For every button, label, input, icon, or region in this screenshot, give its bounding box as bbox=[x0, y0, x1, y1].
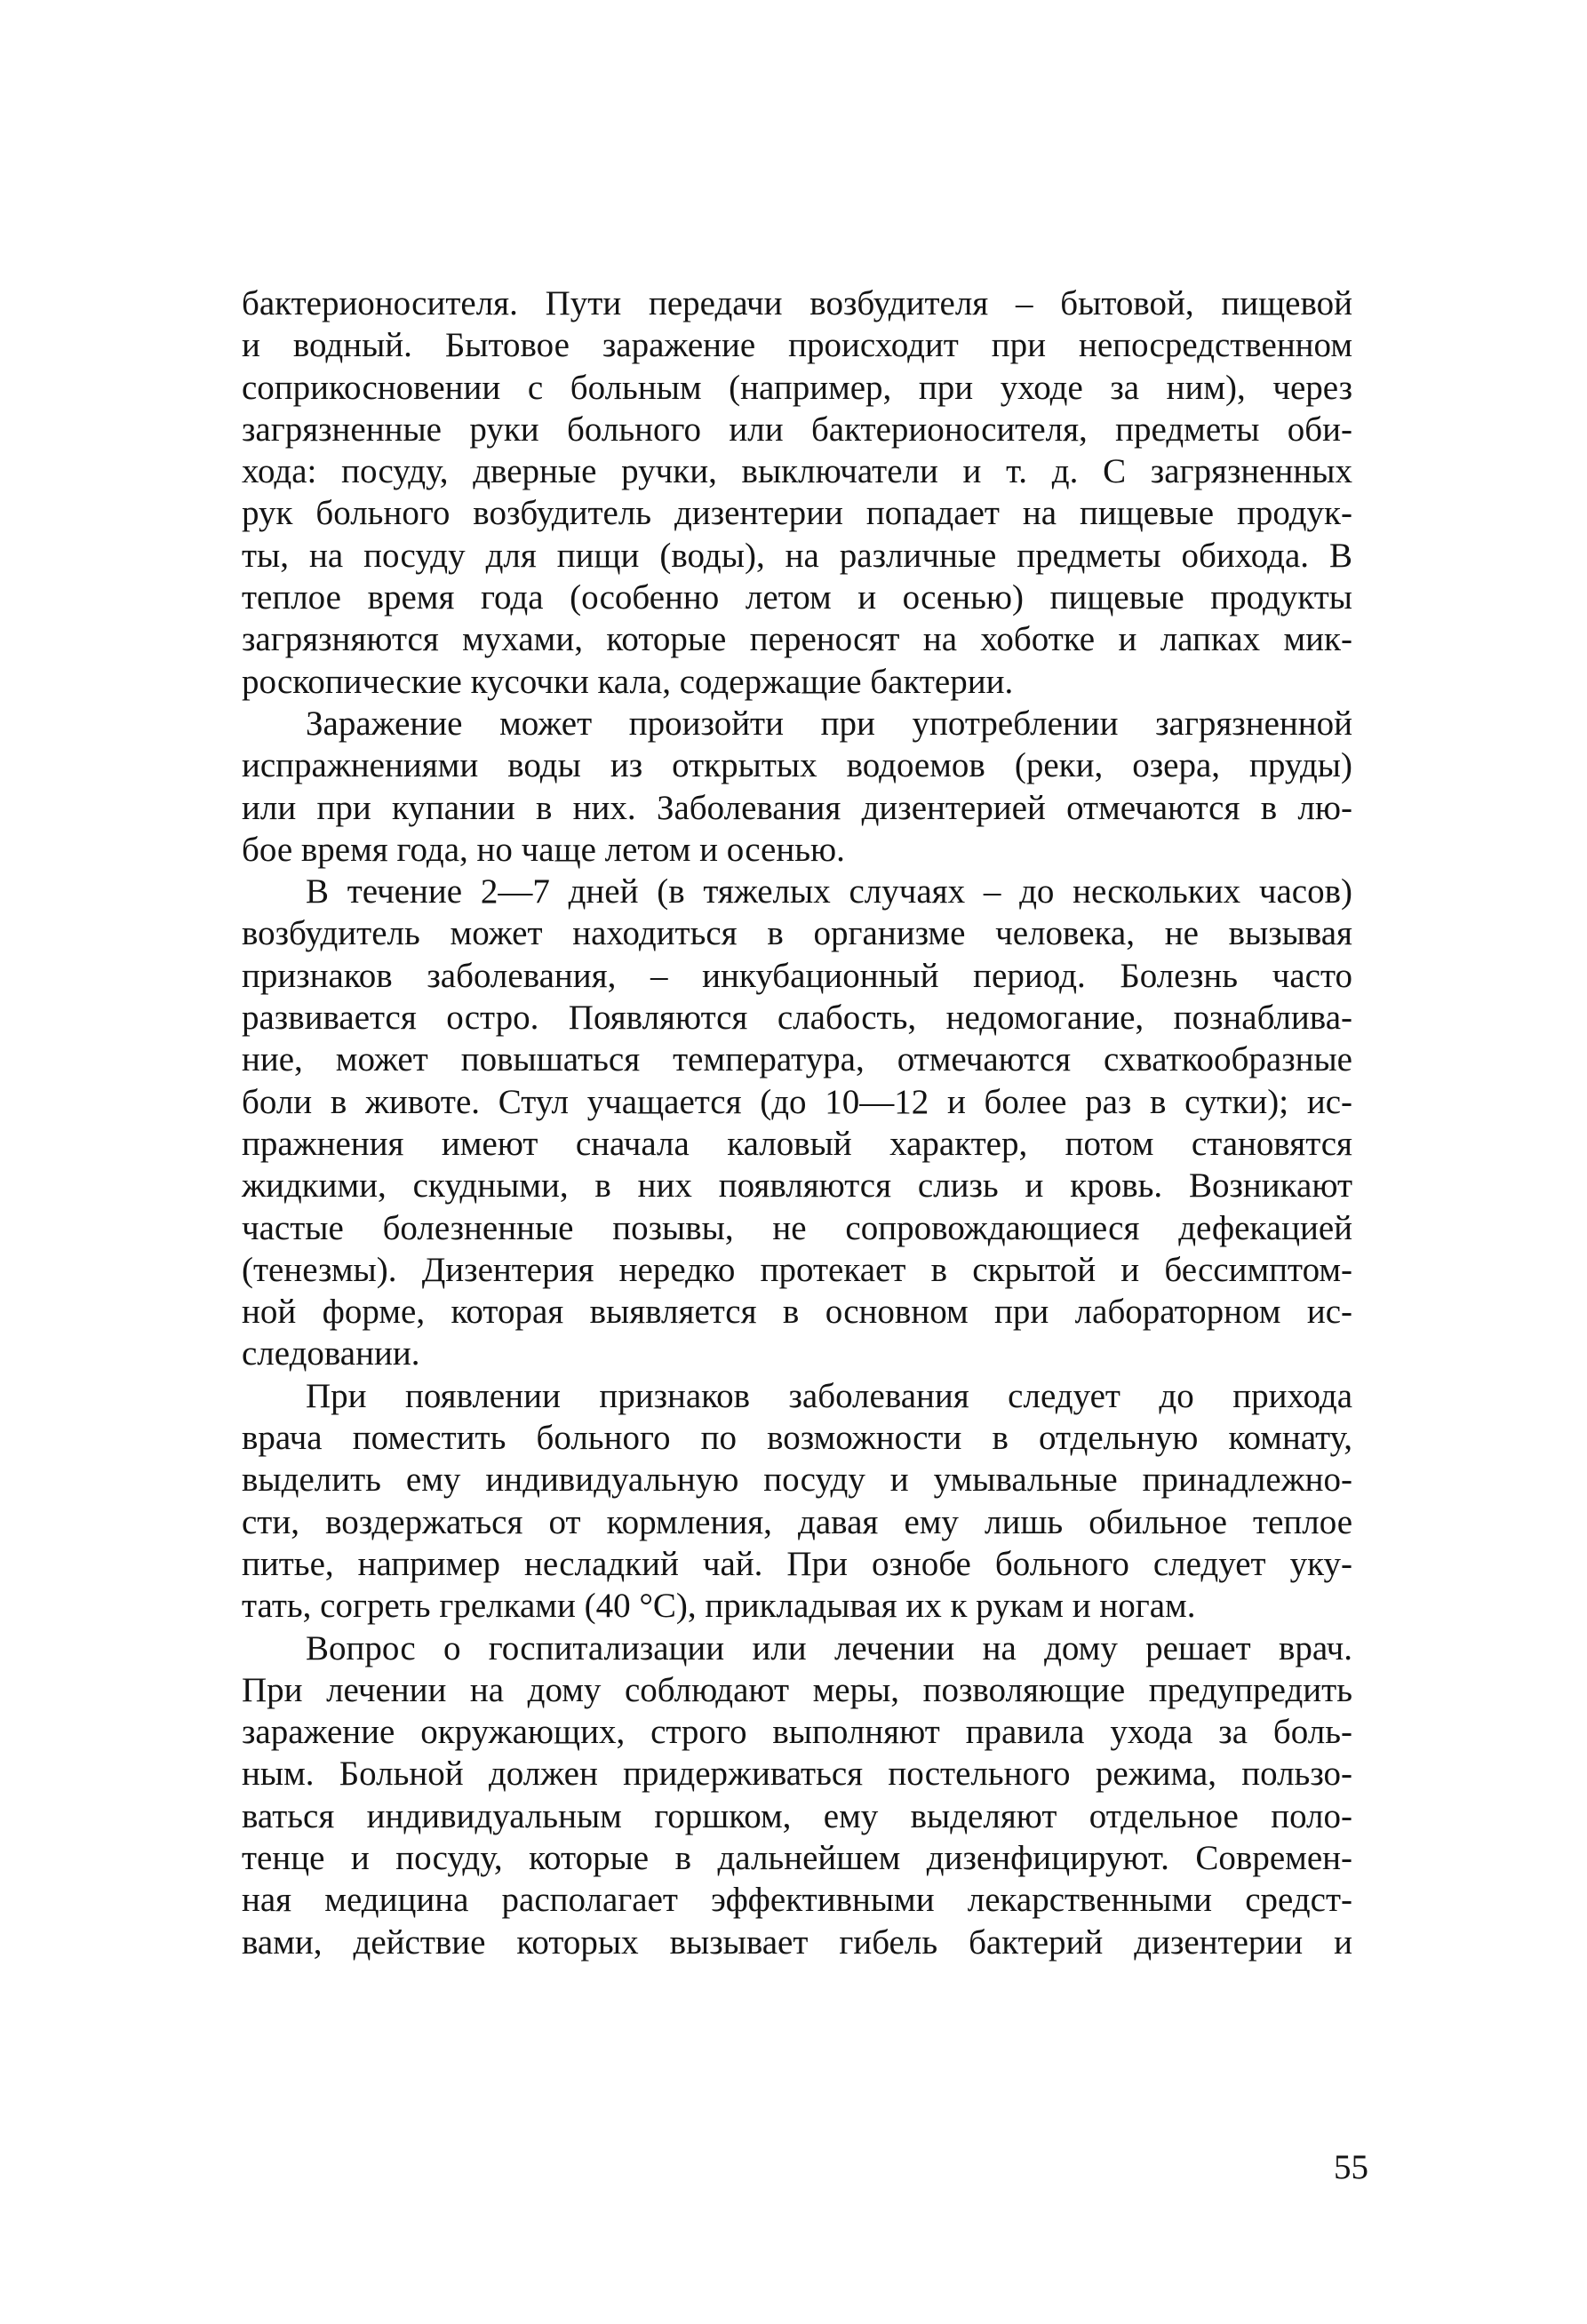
text-line: развивается остро. Появляются слабость, недомогание, познаблива- bbox=[242, 999, 1352, 1038]
paragraph bbox=[242, 703, 1352, 871]
text-line: ваться индивидуальным горшком, ему выделяют отдельное поло- bbox=[242, 1796, 1352, 1835]
text-line: заражение окружающих, строго выполняют правила ухода за боль- bbox=[242, 1713, 1352, 1752]
text-line: тать, согреть грелками (40 °С), прикладывая их к рукам и ногам. bbox=[242, 1587, 1196, 1626]
text-line: пражнения имеют сначала каловый характер, потом становятся bbox=[242, 1124, 1352, 1163]
text-line: Заражение может произойти при употреблении загрязненной bbox=[306, 704, 1352, 743]
text-line: загрязненные руки больного или бактерионосителя, предметы оби- bbox=[242, 410, 1352, 449]
text-line: выделить ему индивидуальную посуду и умывальные принадлежно- bbox=[242, 1460, 1352, 1500]
text-line: испражнениями воды из открытых водоемов (реки, озера, пруды) bbox=[242, 746, 1352, 785]
text-line: или при купании в них. Заболевания дизентерией отмечаются в лю- bbox=[242, 788, 1352, 827]
text-line: хода: посуду, дверные ручки, выключатели и т. д. С загрязненных bbox=[242, 452, 1352, 491]
text-line: частые болезненные позывы, не сопровождающиеся дефекацией bbox=[242, 1208, 1352, 1247]
text-line: ной форме, которая выявляется в основном при лабораторном ис- bbox=[242, 1293, 1352, 1332]
text-line: и водный. Бытовое заражение происходит при непосредственном bbox=[242, 326, 1352, 365]
paragraph bbox=[242, 1628, 1352, 1963]
text-line: бое время года, но чаще летом и осенью. bbox=[242, 830, 845, 869]
text-line: При появлении признаков заболевания следует до прихода bbox=[306, 1376, 1352, 1415]
text-line: роскопические кусочки кала, содержащие бактерии. bbox=[242, 662, 1014, 701]
text-line: ная медицина располагает эффективными лекарственными средст- bbox=[242, 1881, 1352, 1920]
text-line: Вопрос о госпитализации или лечении на дому решает врач. bbox=[306, 1628, 1352, 1667]
text-line: (тенезмы). Дизентерия нередко протекает в скрытой и бессимптом- bbox=[242, 1250, 1352, 1289]
text-line: боли в животе. Стул учащается (до 10—12 и более раз в сутки); ис- bbox=[242, 1082, 1352, 1121]
text-line: тенце и посуду, которые в дальнейшем дизенфицируют. Современ- bbox=[242, 1838, 1352, 1877]
text-line: ным. Больной должен придерживаться постельного режима, пользо- bbox=[242, 1755, 1352, 1794]
page-number: 55 bbox=[1334, 2148, 1368, 2186]
paragraph bbox=[242, 1375, 1352, 1628]
text-line: возбудитель может находиться в организме человека, не вызывая bbox=[242, 914, 1352, 953]
text-line: ние, может повышаться температура, отмечаются схваткообразные bbox=[242, 1040, 1352, 1079]
text-line: жидкими, скудными, в них появляются слизь и кровь. Возникают bbox=[242, 1166, 1352, 1206]
text-line: питье, например несладкий чай. При ознобе больного следует уку- bbox=[242, 1544, 1352, 1583]
text-line: В течение 2—7 дней (в тяжелых случаях – до нескольких часов) bbox=[306, 872, 1352, 911]
text-line: При лечении на дому соблюдают меры, позволяющие предупредить bbox=[242, 1670, 1352, 1709]
paragraph bbox=[242, 283, 1352, 703]
paragraph bbox=[242, 871, 1352, 1375]
text-line: загрязняются мухами, которые переносят на хоботке и лапках мик- bbox=[242, 620, 1352, 659]
text-line: бактерионосителя. Пути передачи возбудителя – бытовой, пищевой bbox=[242, 284, 1352, 322]
body-text bbox=[242, 283, 1352, 1963]
text-line: следовании. bbox=[242, 1334, 420, 1373]
text-line: врача поместить больного по возможности в отдельную комнату, bbox=[242, 1419, 1352, 1458]
text-line: ты, на посуду для пищи (воды), на различные предметы обихода. В bbox=[242, 536, 1352, 575]
text-line: рук больного возбудитель дизентерии попадает на пищевые продук- bbox=[242, 494, 1352, 533]
text-line: сти, воздержаться от кормления, давая ему лишь обильное теплое bbox=[242, 1502, 1352, 1541]
text-line: теплое время года (особенно летом и осенью) пищевые продукты bbox=[242, 578, 1352, 617]
text-line: соприкосновении с больным (например, при уходе за ним), через bbox=[242, 368, 1352, 407]
text-line: вами, действие которых вызывает гибель бактерий дизентерии и bbox=[242, 1922, 1352, 1962]
text-line: признаков заболевания, – инкубационный период. Болезнь часто bbox=[242, 956, 1352, 995]
